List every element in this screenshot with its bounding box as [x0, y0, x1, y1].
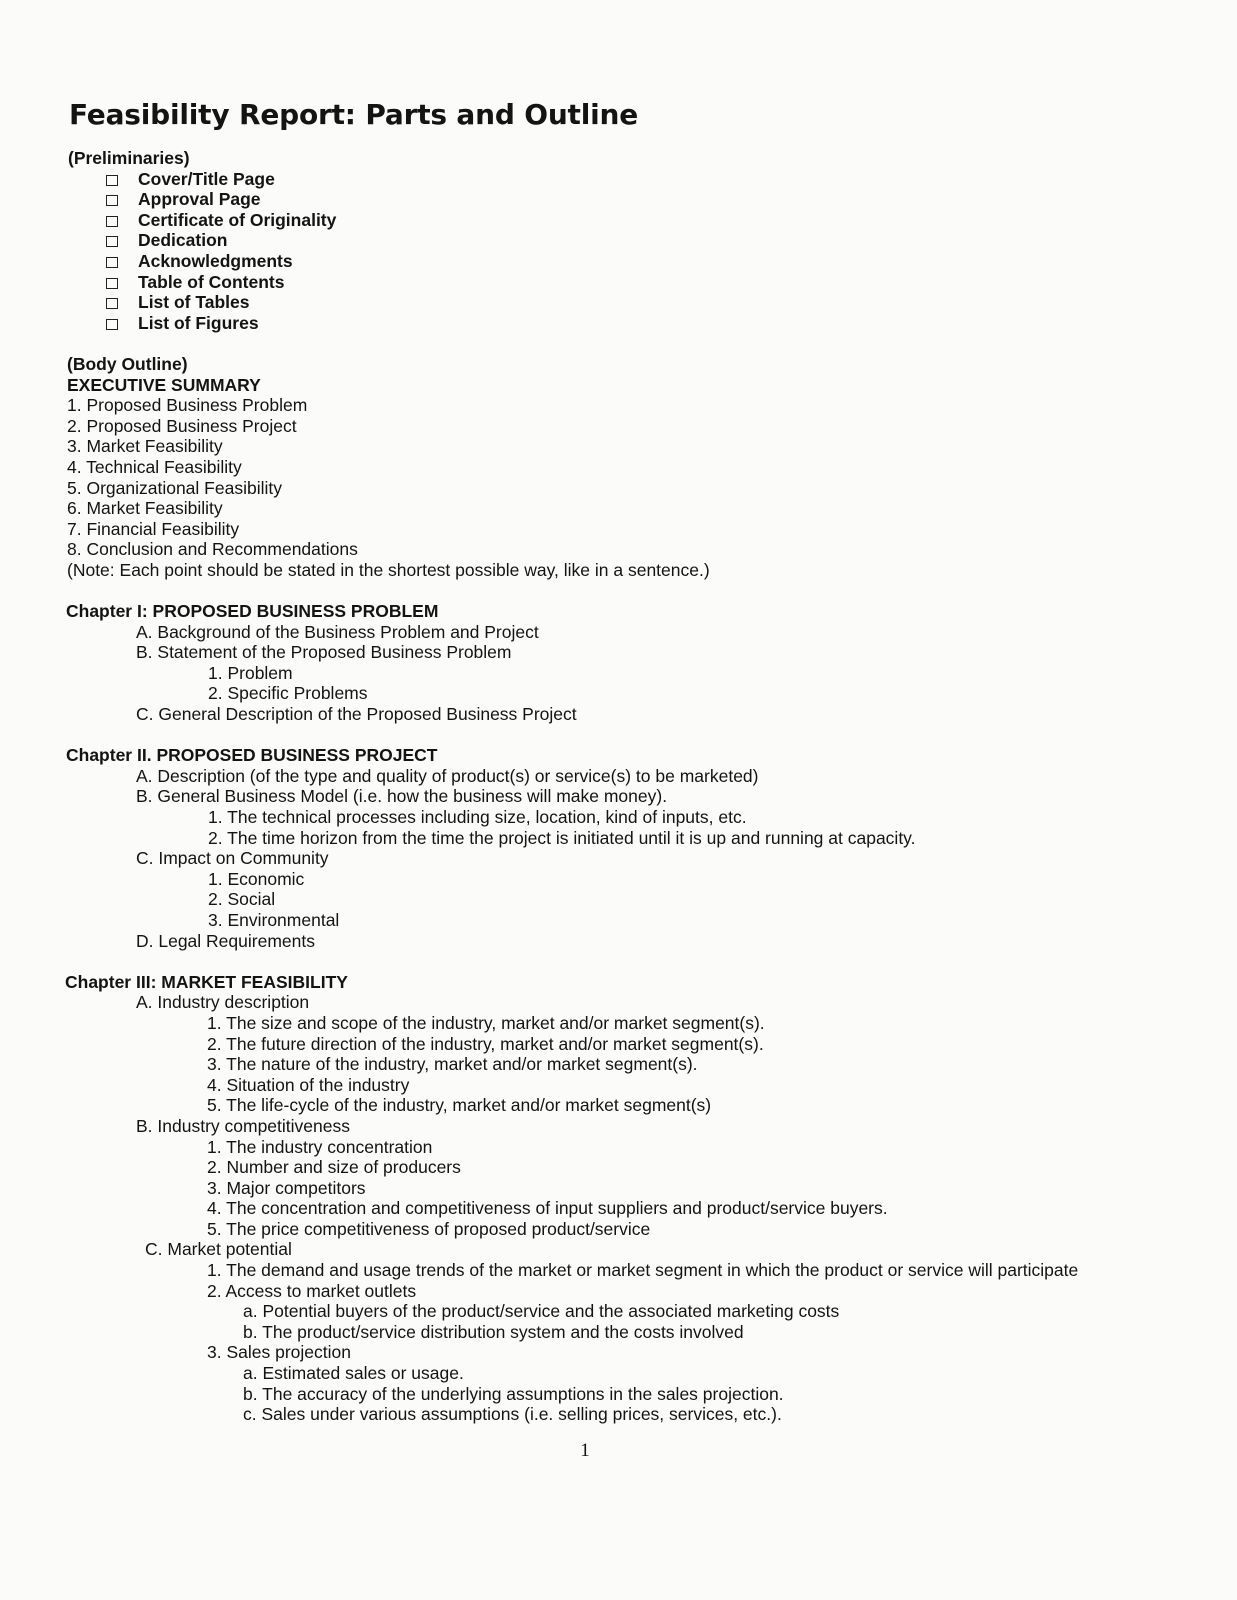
outline-item: A. Background of the Business Problem and Project	[136, 621, 539, 642]
outline-item: 1. The industry concentration	[207, 1136, 433, 1157]
outline-item: B. Industry competitiveness	[136, 1115, 350, 1136]
checkbox-icon	[106, 298, 118, 309]
prelim-item: Certificate of Originality	[0, 210, 1237, 231]
preliminaries-heading: (Preliminaries)	[68, 148, 190, 168]
outline	[0, 148, 1237, 1425]
prelim-item: Acknowledgments	[0, 251, 1237, 272]
outline-item: 1. The demand and usage trends of the market or market segment in which the product or service will participate	[207, 1260, 1079, 1281]
outline-item: 2. Social	[208, 889, 276, 910]
outline-item: 6. Market Feasibility	[67, 498, 223, 519]
checkbox-icon	[106, 319, 118, 330]
outline-item: C. Impact on Community	[136, 848, 329, 869]
outline-item: a. Potential buyers of the product/service and the associated marketing costs	[243, 1301, 840, 1322]
page-number: 1	[580, 1440, 590, 1461]
outline-item: C. General Description of the Proposed Business Project	[136, 704, 577, 725]
outline-note: (Note: Each point should be stated in the shortest possible way, like in a sentence.)	[67, 559, 710, 580]
outline-item: 5. The life-cycle of the industry, market and/or market segment(s)	[207, 1095, 712, 1116]
outline-item: 4. Situation of the industry	[207, 1074, 410, 1095]
body-outline-heading: (Body Outline)	[67, 353, 188, 374]
outline-item: 1. Proposed Business Problem	[67, 395, 308, 416]
outline-item: B. General Business Model (i.e. how the business will make money).	[136, 786, 668, 807]
checkbox-icon	[106, 278, 118, 289]
exec-summary-heading: EXECUTIVE SUMMARY	[67, 374, 261, 395]
checkbox-icon	[106, 175, 118, 186]
outline-item: 8. Conclusion and Recommendations	[67, 539, 358, 560]
outline-item: 1. Economic	[208, 868, 305, 889]
outline-item: b. The product/service distribution system and the costs involved	[243, 1321, 744, 1342]
outline-item: C. Market potential	[145, 1239, 292, 1260]
checkbox-icon	[106, 236, 118, 247]
prelim-item: Cover/Title Page	[0, 169, 1237, 190]
outline-item: D. Legal Requirements	[136, 930, 315, 951]
outline-item: 1. The size and scope of the industry, market and/or market segment(s).	[207, 1012, 765, 1033]
prelim-item: List of Tables	[0, 292, 1237, 313]
checkbox-icon	[106, 257, 118, 268]
prelim-item: List of Figures	[0, 313, 1237, 334]
outline-item: b. The accuracy of the underlying assumptions in the sales projection.	[243, 1383, 784, 1404]
outline-item: 2. Number and size of producers	[207, 1157, 461, 1178]
outline-item: 3. The nature of the industry, market and/or market segment(s).	[207, 1054, 698, 1075]
outline-item: a. Estimated sales or usage.	[243, 1363, 464, 1384]
checkbox-icon	[106, 216, 118, 227]
chapter-3-heading: Chapter III: MARKET FEASIBILITY	[65, 971, 348, 992]
outline-item: 3. Environmental	[208, 909, 340, 930]
checkbox-icon	[106, 195, 118, 206]
outline-item: 4. Technical Feasibility	[67, 456, 242, 477]
outline-item: 1. Problem	[208, 662, 293, 683]
outline-item: 5. The price competitiveness of proposed product/service	[207, 1218, 651, 1239]
prelim-item: Approval Page	[0, 189, 1237, 210]
outline-item: 3. Market Feasibility	[67, 436, 223, 457]
outline-item: A. Description (of the type and quality of product(s) or service(s) to be marketed)	[136, 765, 759, 786]
outline-item: c. Sales under various assumptions (i.e. selling prices, services, etc.).	[243, 1404, 782, 1425]
outline-item: 5. Organizational Feasibility	[67, 477, 282, 498]
outline-item: 2. Specific Problems	[208, 683, 368, 704]
prelim-item: Dedication	[0, 230, 1237, 251]
outline-item: 3. Sales projection	[207, 1342, 351, 1363]
page-title: Feasibility Report: Parts and Outline	[69, 98, 639, 131]
outline-item: 1. The technical processes including size, location, kind of inputs, etc.	[208, 807, 747, 827]
outline-item: A. Industry description	[136, 992, 310, 1013]
outline-item: 2. The future direction of the industry, market and/or market segment(s).	[207, 1033, 764, 1054]
chapter-1-heading: Chapter I: PROPOSED BUSINESS PROBLEM	[66, 601, 439, 622]
outline-item: B. Statement of the Proposed Business Problem	[136, 642, 512, 663]
outline-item: 7. Financial Feasibility	[67, 518, 240, 539]
outline-item: 2. Proposed Business Project	[67, 415, 297, 436]
prelim-item: Table of Contents	[0, 272, 1237, 293]
outline-item: 4. The concentration and competitiveness of input suppliers and product/service buyers.	[207, 1198, 888, 1219]
chapter-2-heading: Chapter II. PROPOSED BUSINESS PROJECT	[66, 745, 438, 766]
outline-item: 2. Access to market outlets	[207, 1280, 417, 1301]
outline-item: 2. The time horizon from the time the project is initiated until it is up and running at capacity.	[208, 827, 916, 848]
outline-item: 3. Major competitors	[207, 1177, 366, 1198]
